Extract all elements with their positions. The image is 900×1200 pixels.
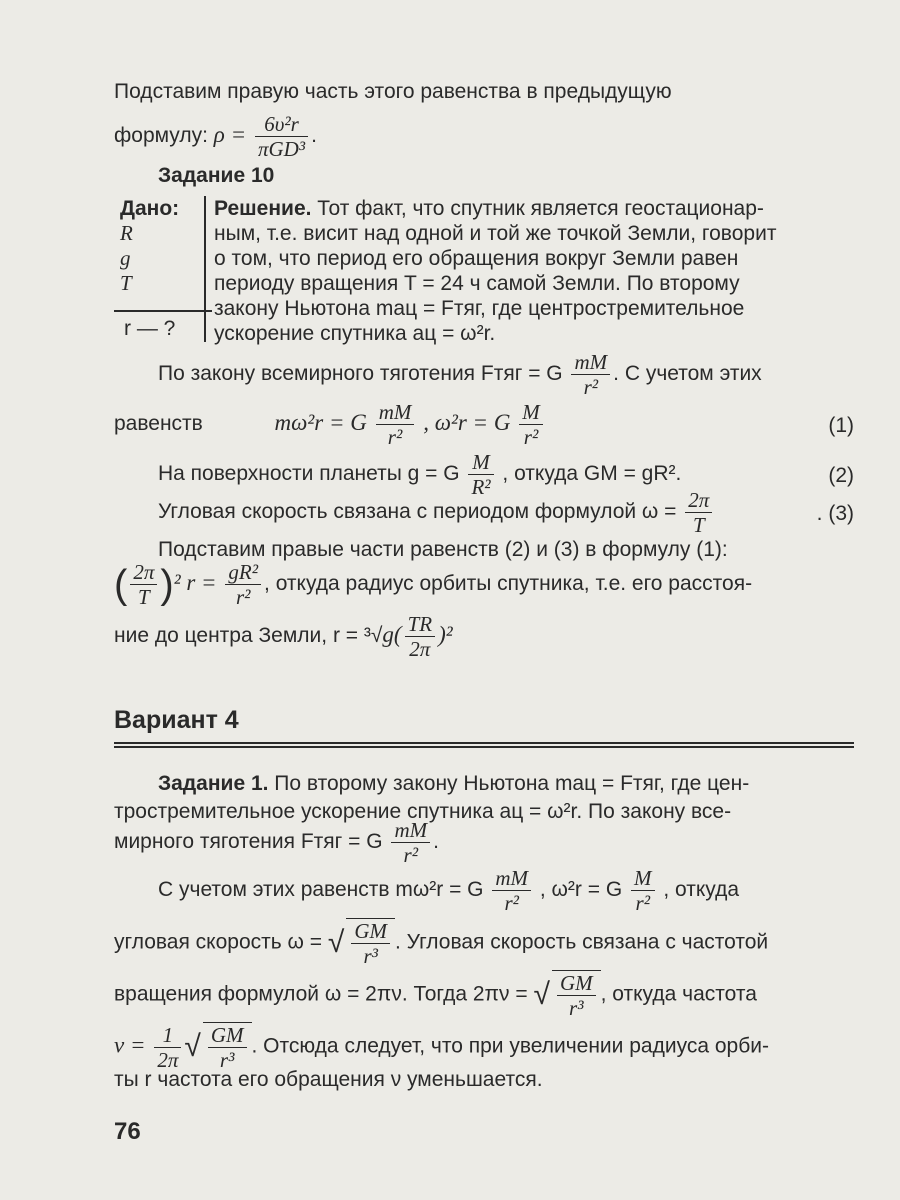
denominator: 2π: [409, 637, 431, 661]
paragraph-line: Подставим правую часть этого равенства в предыдущую: [114, 80, 672, 103]
formula-line: [158, 350, 854, 399]
fraction: [685, 488, 712, 537]
fraction: [225, 560, 261, 609]
paragraph-line: ты r частота его обращения ν уменьшается.: [114, 1068, 543, 1091]
fraction: [208, 1023, 247, 1072]
denominator: r²: [235, 585, 251, 609]
denominator: r²: [403, 843, 418, 867]
formula-line: [114, 818, 854, 867]
numerator: M: [519, 400, 543, 425]
given-label: Дано:: [120, 197, 180, 220]
formula-line: [158, 866, 854, 915]
fraction: [519, 400, 543, 449]
solution-line: ускорение спутника aц = ω²r.: [214, 322, 496, 345]
solution-line: ным, т.е. висит над одной и той же точкой Земли, говорит: [214, 222, 777, 245]
sqrt: [346, 918, 395, 968]
formula-line: [114, 918, 854, 968]
sqrt: [552, 970, 601, 1020]
numerator: 1: [154, 1023, 181, 1048]
denominator: r²: [387, 425, 403, 449]
text: . С учетом этих: [613, 362, 762, 386]
given-find: r — ?: [124, 317, 176, 340]
equation-number: . (3): [816, 502, 854, 525]
text: ние до центра Земли, r = ³√: [114, 624, 383, 648]
fraction: [130, 560, 157, 609]
formula-text: , ω²r = G: [423, 410, 511, 436]
divider: [114, 746, 854, 748]
text: , ω²r = G: [539, 878, 623, 902]
numerator: gR²: [225, 560, 261, 585]
variant-heading: Вариант 4: [114, 706, 239, 734]
denominator: r³: [363, 944, 378, 968]
fraction: [255, 112, 308, 161]
formula-text: ρ =: [213, 122, 247, 148]
divider: [114, 742, 854, 744]
formula-line: [114, 612, 854, 661]
equation-number: (2): [828, 464, 854, 487]
text: Тот факт, что спутник является геостационар-: [311, 197, 764, 220]
task-label: Задание 1.: [158, 772, 269, 795]
text: мирного тяготения Fтяг = G: [114, 830, 383, 854]
denominator: r³: [219, 1048, 235, 1072]
paragraph-line: тростремительное ускорение спутника aц = ω²r. По закону все-: [114, 800, 732, 823]
formula-line: [114, 560, 854, 609]
sqrt: [203, 1022, 252, 1072]
formula-text: ν =: [114, 1032, 146, 1058]
denominator: r²: [583, 375, 599, 399]
fraction: [571, 350, 610, 399]
fraction: [405, 612, 436, 661]
denominator: r²: [635, 891, 651, 915]
text: По закону всемирного тяготения Fтяг = G: [158, 362, 563, 386]
fraction: [376, 400, 415, 449]
formula-line: [114, 1022, 854, 1072]
given-divider: [114, 310, 212, 312]
formula-text: g(: [382, 622, 402, 648]
text: формулу:: [114, 124, 208, 148]
formula-line: [158, 488, 854, 537]
formula-rho: [114, 112, 854, 161]
formula-line: [114, 970, 854, 1020]
fraction: [631, 866, 655, 915]
denominator: r²: [523, 425, 539, 449]
numerator: M: [468, 450, 493, 475]
text: , откуда GM = gR².: [502, 462, 682, 486]
formula-text: )²: [438, 622, 453, 648]
text: Угловая скорость связана с периодом формулой ω =: [158, 500, 677, 524]
given-block: [114, 196, 206, 342]
numerator: mM: [376, 400, 415, 425]
denominator: πGD³: [257, 137, 306, 161]
denominator: r³: [569, 996, 584, 1020]
paren: (: [114, 562, 128, 607]
numerator: M: [631, 866, 655, 891]
numerator: GM: [557, 971, 596, 996]
denominator: T: [692, 513, 705, 537]
radical: √: [533, 978, 550, 1011]
radical: √: [327, 926, 345, 959]
formula-text: mω²r = G: [274, 410, 367, 436]
given-item: T: [120, 271, 132, 295]
denominator: R²: [471, 475, 491, 499]
text: На поверхности планеты g = G: [158, 462, 460, 486]
text: . Отсюда следует, что при увеличении радиуса орби-: [251, 1034, 769, 1058]
fraction: [351, 919, 390, 968]
task-heading: Задание 10: [158, 164, 275, 187]
numerator: GM: [351, 919, 390, 944]
paren: ): [160, 562, 174, 607]
fraction: [154, 1023, 181, 1072]
numerator: mM: [391, 818, 430, 843]
text: .: [311, 124, 317, 148]
formula-line: [114, 400, 854, 449]
page-number: 76: [114, 1118, 141, 1145]
denominator: r²: [504, 891, 519, 915]
text: равенств: [114, 412, 203, 436]
numerator: mM: [492, 866, 531, 891]
text: вращения формулой ω = 2πν. Тогда 2πν =: [114, 982, 528, 1006]
formula-text: ² r =: [173, 570, 217, 596]
text: , откуда частота: [600, 982, 757, 1006]
solution-line: [214, 196, 854, 221]
numerator: 6υ²r: [255, 112, 308, 137]
text: , откуда радиус орбиты спутника, т.е. его расстоя-: [264, 572, 753, 596]
equation-number: (1): [828, 414, 854, 437]
numerator: 2π: [130, 560, 157, 585]
text: , откуда: [663, 878, 740, 902]
text: .: [433, 830, 439, 854]
numerator: 2π: [685, 488, 712, 513]
solution-line: о том, что период его обращения вокруг Земли равен: [214, 247, 739, 270]
paragraph-line: Подставим правые части равенств (2) и (3) в формулу (1):: [158, 538, 728, 561]
denominator: T: [138, 585, 150, 609]
solution-heading: Решение.: [214, 197, 312, 220]
numerator: TR: [405, 612, 436, 637]
text: По второму закону Ньютона maц = Fтяг, где цен-: [268, 772, 750, 795]
solution-line: периоду вращения T = 24 ч самой Земли. По второму: [214, 272, 740, 295]
fraction: [492, 866, 531, 915]
text: . Угловая скорость связана с частотой: [395, 930, 769, 954]
denominator: 2π: [157, 1047, 179, 1072]
radical: √: [184, 1030, 201, 1063]
solution-line: закону Ньютона maц = Fтяг, где центростремительное: [214, 297, 745, 320]
given-item: R: [120, 221, 133, 245]
text: угловая скорость ω =: [114, 930, 323, 954]
fraction: [557, 971, 596, 1020]
numerator: GM: [208, 1023, 247, 1048]
text: С учетом этих равенств mω²r = G: [158, 878, 484, 902]
fraction: [391, 818, 430, 867]
given-item: g: [120, 246, 131, 270]
paragraph-line: [158, 770, 854, 798]
numerator: mM: [571, 350, 610, 375]
